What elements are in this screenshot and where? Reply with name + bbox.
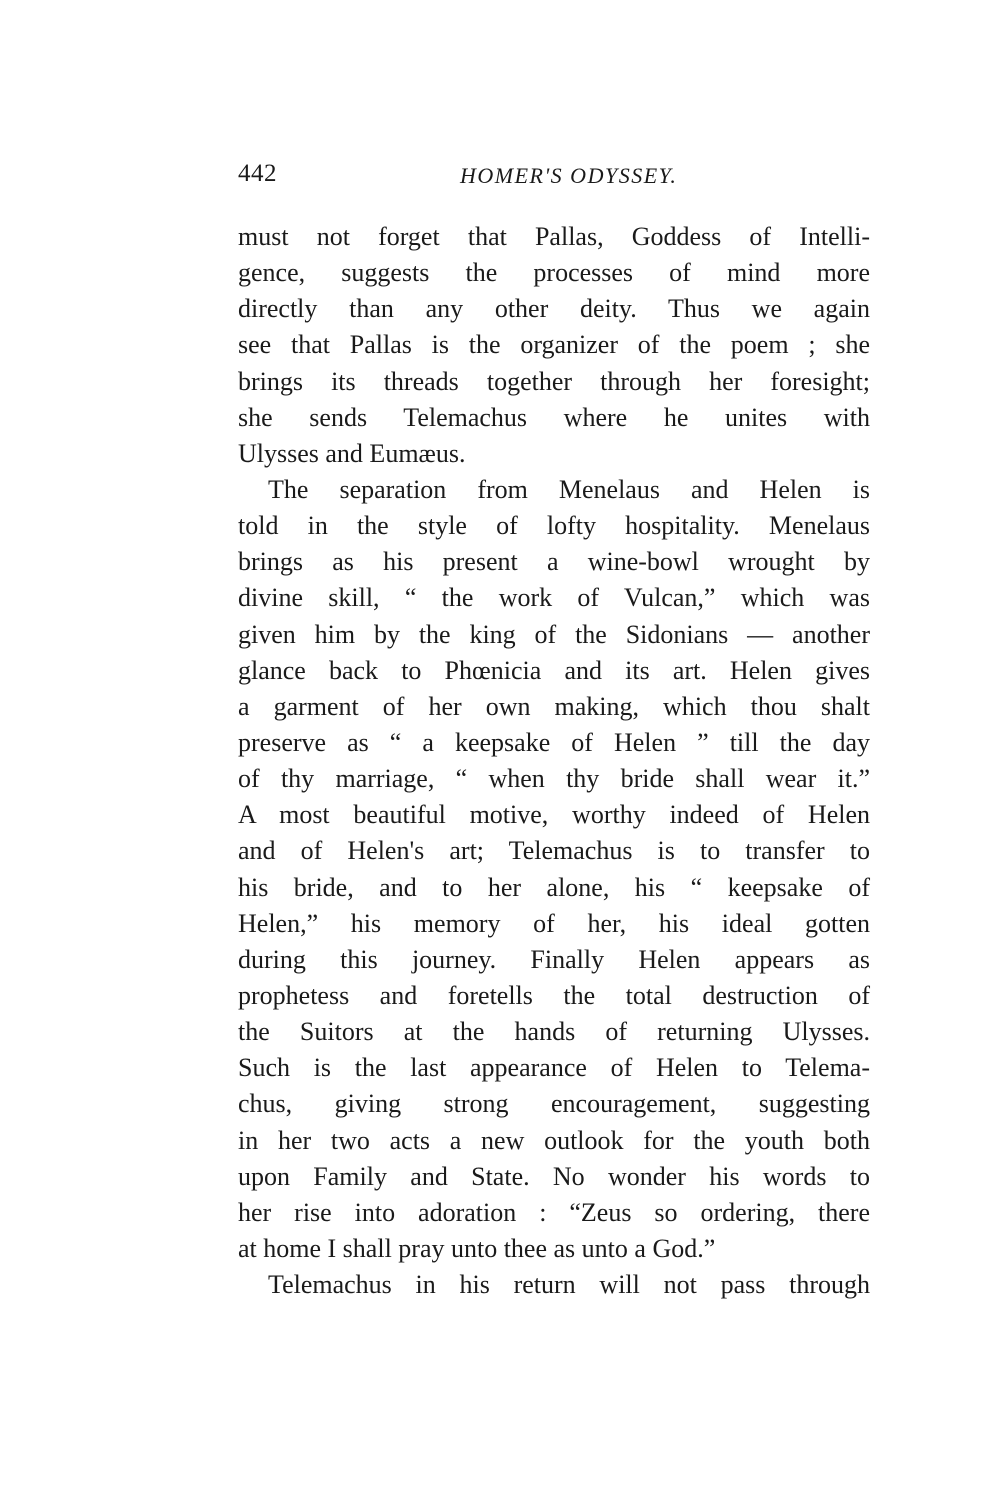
running-title: HOMER'S ODYSSEY. bbox=[460, 163, 678, 188]
text-line: Telemachus in his return will not pass through bbox=[268, 1270, 870, 1300]
text-line: a garment of her own making, which thou shalt bbox=[238, 691, 870, 721]
text-line: glance back to Phœnicia and its art. Helen gives bbox=[238, 655, 870, 685]
text-line: preserve as “ a keepsake of Helen ” till the day bbox=[238, 727, 870, 757]
running-head bbox=[238, 160, 870, 200]
text-line: A most beautiful motive, worthy indeed of Helen bbox=[238, 800, 870, 830]
text-line: and of Helen's art; Telemachus is to transfer to bbox=[238, 836, 870, 866]
text-line: told in the style of lofty hospitality. Menelaus bbox=[238, 511, 870, 541]
text-line: his bride, and to her alone, his “ keepsake of bbox=[238, 872, 870, 902]
text-line: the Suitors at the hands of returning Ulysses. bbox=[238, 1017, 870, 1047]
text-line: Helen,” his memory of her, his ideal gotten bbox=[238, 908, 870, 938]
text-line: her rise into adoration : “Zeus so ordering, there bbox=[238, 1197, 870, 1227]
text-line: brings its threads together through her foresight; bbox=[238, 366, 870, 396]
text-line: The separation from Menelaus and Helen is bbox=[268, 474, 870, 504]
text-line: divine skill, “ the work of Vulcan,” which was bbox=[238, 583, 870, 613]
text-line: at home I shall pray unto thee as unto a God.” bbox=[238, 1233, 716, 1263]
text-line: upon Family and State. No wonder his words to bbox=[238, 1161, 870, 1191]
text-line: chus, giving strong encouragement, suggesting bbox=[238, 1089, 870, 1119]
text-line: directly than any other deity. Thus we again bbox=[238, 294, 870, 324]
text-line: must not forget that Pallas, Goddess of Intelli- bbox=[238, 222, 870, 251]
text-line: given him by the king of the Sidonians — another bbox=[238, 619, 870, 649]
text-line: gence, suggests the processes of mind more bbox=[238, 258, 870, 288]
text-line: brings as his present a wine-bowl wrought by bbox=[238, 547, 870, 577]
text-line: of thy marriage, “ when thy bride shall wear it.” bbox=[238, 764, 870, 794]
text-line: in her two acts a new outlook for the youth both bbox=[238, 1125, 870, 1155]
text-line: prophetess and foretells the total destruction of bbox=[238, 980, 870, 1010]
text-line: during this journey. Finally Helen appears as bbox=[238, 944, 870, 974]
body-text bbox=[238, 219, 870, 1303]
page-number: 442 bbox=[238, 160, 277, 187]
text-line: Ulysses and Eumæus. bbox=[238, 438, 466, 468]
text-line: Such is the last appearance of Helen to Telema- bbox=[238, 1053, 870, 1083]
text-line: see that Pallas is the organizer of the poem ; she bbox=[238, 330, 870, 360]
text-line: she sends Telemachus where he unites with bbox=[238, 402, 870, 432]
